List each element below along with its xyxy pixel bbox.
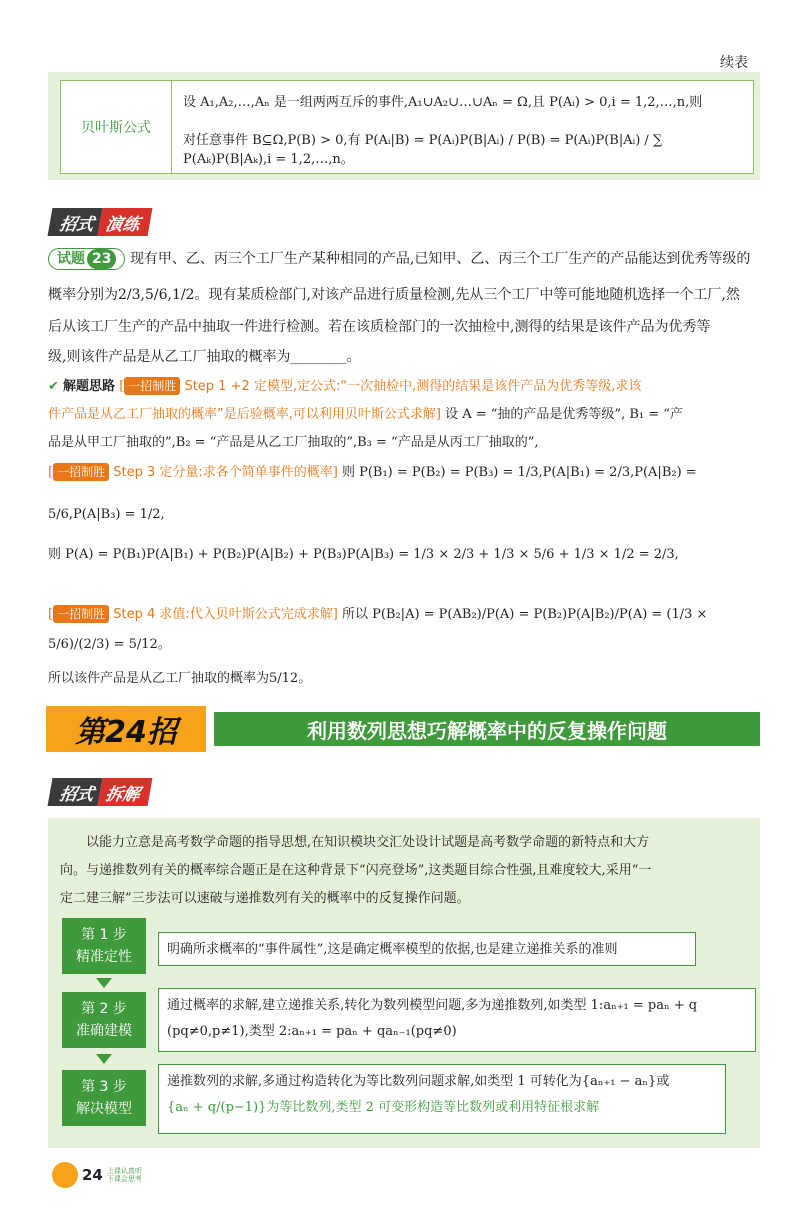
question-line-3: 后从该工厂生产的产品中抽取一件进行检测。若在该质检部门的一次抽检中,测得的结果是该件产品为优秀等	[48, 319, 711, 335]
solution-line-7: [ 一招制胜 Step 4 求值:代入贝叶斯公式完成求解] 所以 P(B₂|A) = P(AB₂)/P(A) = P(B₂)P(A|B₂)/P(A) = (1/3 × 5/6)/(2/3) = 5/12。	[48, 607, 708, 652]
intro-line-1: 以能力立意是高考数学命题的指导思想,在知识模块交汇处设计试题是高考数学命题的新特点和大方	[86, 835, 650, 850]
solution-line-5: 5/6,P(A|B₃) = 1/2,	[48, 507, 165, 522]
step4-text-b: 所以 P(B₂|A) = P(AB₂)/P(A) = P(B₂)P(A|B₂)/P(A) = (1/3 × 5/6)/(2/3) = 5/12。	[48, 607, 708, 652]
step-1-text: 明确所求概率的“事件属性”,这是确定概率模型的依据,也是建立递推关系的准则	[167, 942, 618, 957]
bayes-formula-table	[60, 80, 754, 174]
page-number-area	[52, 1160, 142, 1190]
conclusion-line: 所以该件产品是从乙工厂抽取的概率为5/12。	[48, 671, 312, 686]
step-1-box	[158, 932, 696, 966]
step-1-label	[62, 918, 146, 974]
question-line-1	[48, 244, 760, 274]
page-number: 24	[82, 1166, 103, 1184]
breakdown-box	[48, 818, 760, 1148]
step12-text-c: 设 A = “抽的产品是优秀等级”, B₁ = “产	[445, 407, 683, 422]
tip-tag-3: 一招制胜	[53, 605, 109, 623]
step-2-number: 第 2 步	[81, 1001, 127, 1017]
intro-line-2: 向。与递推数列有关的概率综合题正是在这种背景下“闪亮登场”,这类题目综合性强,且难度较大,采用“一	[60, 863, 652, 878]
step-2-text-1: 通过概率的求解,建立递推关系,转化为数列模型问题,多为递推数列,如类型 1:aₙ₊₁ = paₙ + q	[167, 998, 698, 1013]
step4-text-a: Step 4 求值:代入贝叶斯公式完成求解	[113, 607, 333, 622]
badge-part-a: 招式	[48, 778, 103, 806]
solution-line-6: 则 P(A) = P(B₁)P(A|B₁) + P(B₂)P(A|B₂) + P(B₃)P(A|B₃) = 1/3 × 2/3 + 1/3 × 5/6 + 1/3 × 1/2 = 2/3,	[48, 547, 679, 562]
table-line-1: 设 A₁,A₂,…,Aₙ 是一组两两互斥的事件,A₁∪A₂∪…∪Aₙ = Ω,且 P(Aᵢ) > 0,i = 1,2,…,n,则	[183, 95, 703, 110]
section-title: 利用数列思想巧解概率中的反复操作问题	[214, 712, 760, 746]
question-line-2: 概率分别为2/3,5/6,1/2。现有某质检部门,对该产品进行质量检测,先从三个工厂中等可能地随机选择一个工厂,然	[48, 287, 740, 303]
solution-line-4: [ 一招制胜 Step 3 定分量:求各个简单事件的概率] 则 P(B₁) = P(B₂) = P(B₃) = 1/3,P(A|B₁) = 2/3,P(A|B₂) =	[48, 465, 697, 480]
step-2-name: 准确建模	[76, 1023, 132, 1039]
step12-text-b: 件产品是从乙工厂抽取的概率”是后验概率,可以利用贝叶斯公式求解	[48, 407, 436, 422]
breakdown-badge	[50, 778, 150, 806]
question-number: 23	[87, 249, 116, 269]
badge-part-a: 招式	[48, 208, 103, 236]
question-line-4: 级,则该件产品是从乙工厂抽取的概率为________。	[48, 349, 361, 365]
question-tag: 试题 23	[48, 248, 125, 270]
question-text-1: 现有甲、乙、丙三个工厂生产某种相同的产品,已知甲、乙、丙三个工厂生产的产品能达到优秀等级的	[129, 251, 751, 267]
section-number: 第24招	[46, 706, 206, 752]
solution-line-1: ✔ 解题思路 [ 一招制胜 Step 1 +2 定模型,定公式:“一次抽检中,测得的结果是该件产品为优秀等级,求该	[48, 379, 642, 394]
solution-head: 解题思路	[63, 379, 116, 394]
step3-text-a: Step 3 定分量:求各个简单事件的概率	[113, 465, 333, 480]
step-2-box	[158, 988, 756, 1052]
down-arrow-icon	[96, 978, 112, 988]
step-3-label	[62, 1070, 146, 1126]
step-2-text-2: (pq≠0,p≠1),类型 2:aₙ₊₁ = paₙ + qaₙ₋₁(pq≠0)	[167, 1024, 457, 1039]
step-3-text-2: {aₙ + q/(p−1)}为等比数列,类型 2 可变形构造等比数列或利用特征根求解	[167, 1100, 600, 1115]
section-banner	[46, 706, 760, 752]
table-line-2: 对任意事件 B⊆Ω,P(B) > 0,有 P(Aᵢ|B) = P(Aᵢ)P(B|Aᵢ) / P(B) = P(Aᵢ)P(B|Aᵢ) / ∑ P(Aₖ)P(B|Aₖ),i = 1,2,…,n。	[183, 133, 663, 167]
step12-text-a: Step 1 +2 定模型,定公式:“一次抽检中,测得的结果是该件产品为优秀等级,求该	[184, 379, 642, 394]
page-logo-icon	[52, 1162, 78, 1188]
footer-slogan-2: 下课会思考	[106, 1175, 142, 1183]
tip-tag-2: 一招制胜	[53, 463, 109, 481]
step-1-name: 精准定性	[76, 949, 132, 965]
footer-slogan-1: 上课认真听	[106, 1167, 142, 1175]
badge-part-b: 演练	[98, 208, 153, 236]
footer-slogan	[107, 1167, 142, 1183]
step-1-number: 第 1 步	[81, 927, 127, 943]
step-3-name: 解决模型	[76, 1101, 132, 1117]
badge-part-b: 拆解	[98, 778, 153, 806]
down-arrow-icon	[96, 1054, 112, 1064]
step-2-label	[62, 992, 146, 1048]
solution-line-2: 件产品是从乙工厂抽取的概率”是后验概率,可以利用贝叶斯公式求解] 设 A = “抽的产品是优秀等级”, B₁ = “产	[48, 407, 683, 422]
step-3-text-1: 递推数列的求解,多通过构造转化为等比数列问题求解,如类型 1 可转化为{aₙ₊₁ − aₙ}或	[167, 1074, 670, 1089]
step-3-number: 第 3 步	[81, 1079, 127, 1095]
step-3-box	[158, 1064, 726, 1134]
table-row-label: 贝叶斯公式	[61, 81, 172, 173]
practice-badge	[50, 208, 150, 236]
intro-line-3: 定二建三解”三步法可以速破与递推数列有关的概率中的反复操作问题。	[60, 891, 470, 906]
tip-tag: 一招制胜	[124, 377, 180, 395]
continued-label: 续表	[720, 55, 748, 71]
solution-line-3: 品是从甲工厂抽取的”,B₂ = “产品是从乙工厂抽取的”,B₃ = “产品是从丙工厂抽取的”,	[48, 435, 539, 450]
step3-text-b: 则 P(B₁) = P(B₂) = P(B₃) = 1/3,P(A|B₁) = 2/3,P(A|B₂) =	[341, 465, 697, 480]
checkmark-icon: ✔	[48, 379, 59, 394]
